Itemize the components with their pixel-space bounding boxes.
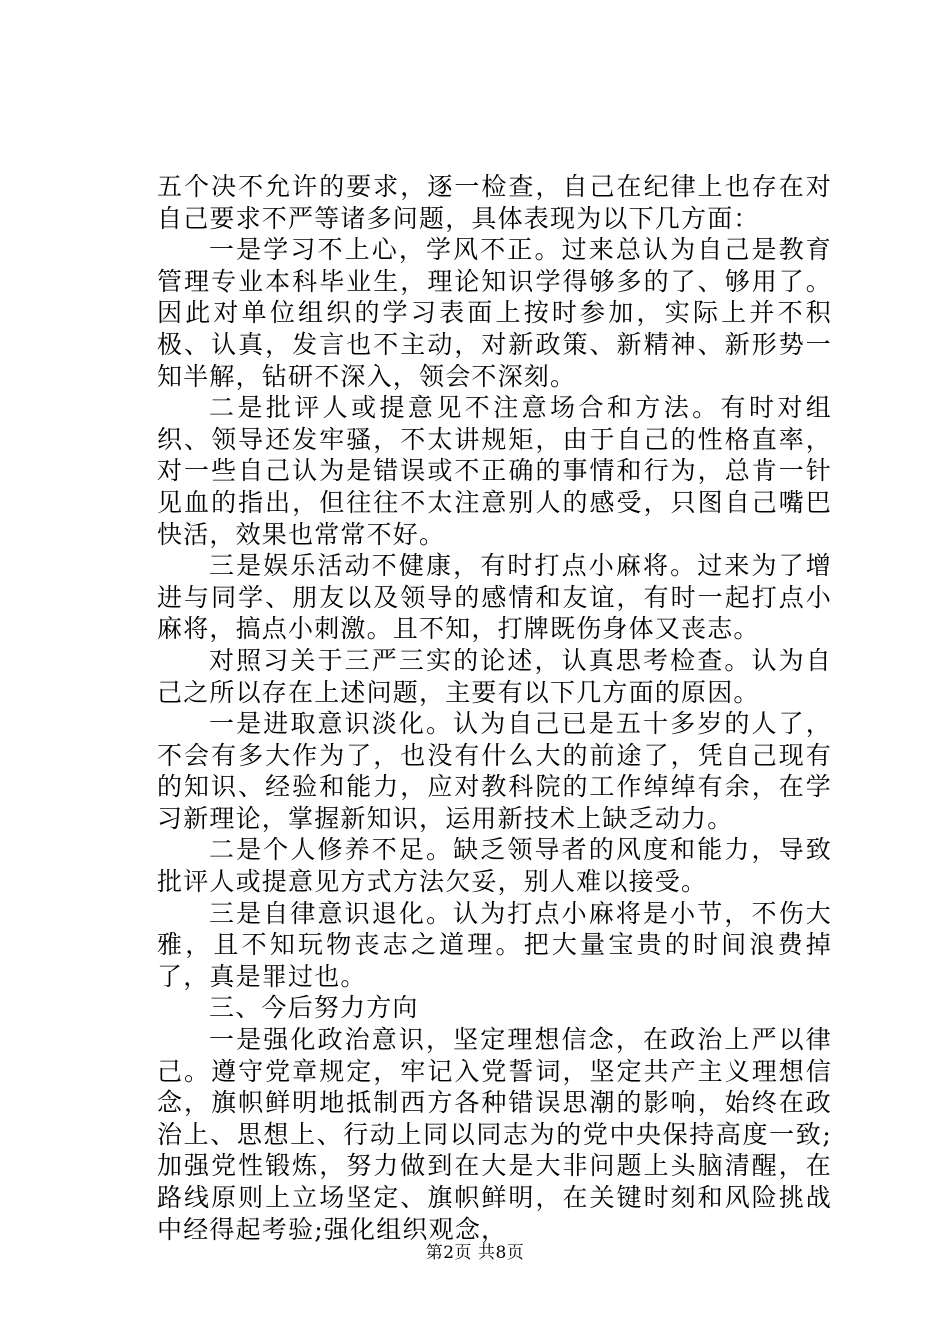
- section-heading: 三、今后努力方向: [209, 993, 419, 1023]
- paragraph: 二是个人修养不足。缺乏领导者的风度和能力，导致批评人或提意见方式方法欠妥，别人难以接受。: [157, 835, 832, 897]
- paragraph: 一是强化政治意识，坚定理想信念，在政治上严以律己。遵守党章规定，牢记入党誓词，坚定共产主义理想信念，旗帜鲜明地抵制西方各种错误思潮的影响，始终在政治上、思想上、行动上同以同志为的党中央保持高度一致;加强党性锻炼，努力做到在大是大非问题上头脑清醒，在路线原则上立场坚定、旗帜鲜明，在关键时刻和风险挑战中经得起考验;强化组织观念，: [157, 1025, 832, 1244]
- document-body: [157, 171, 832, 1245]
- paragraph: 一是学习不上心，学风不正。过来总认为自己是教育管理专业本科毕业生，理论知识学得够多的了、够用了。因此对单位组织的学习表面上按时参加，实际上并不积极、认真，发言也不主动，对新政策、新精神、新形势一知半解，钻研不深入，领会不深刻。: [157, 235, 832, 391]
- page-number-footer: 第2页 共8页: [425, 1243, 525, 1263]
- paragraph: 三是自律意识退化。认为打点小麻将是小节，不伤大雅，且不知玩物丧志之道理。把大量宝贵的时间浪费掉了，真是罪过也。: [157, 898, 832, 991]
- paragraph: 二是批评人或提意见不注意场合和方法。有时对组织、领导还发牢骚，不太讲规矩，由于自己的性格直率，对一些自己认为是错误或不正确的事情和行为，总肯一针见血的指出，但往往不太注意别人的感受，只图自己嘴巴快活，效果也常常不好。: [157, 393, 832, 549]
- paragraph: 对照习关于三严三实的论述，认真思考检查。认为自己之所以存在上述问题，主要有以下几方面的原因。: [157, 645, 832, 707]
- paragraph: 三是娱乐活动不健康，有时打点小麻将。过来为了增进与同学、朋友以及领导的感情和友谊，有时一起打点小麻将，搞点小刺激。且不知，打牌既伤身体又丧志。: [157, 551, 832, 644]
- paragraph: 一是进取意识淡化。认为自己已是五十多岁的人了，不会有多大作为了，也没有什么大的前途了，凭自己现有的知识、经验和能力，应对教科院的工作绰绰有余，在学习新理论，掌握新知识，运用新技术上缺乏动力。: [157, 709, 832, 833]
- paragraph: 五个决不允许的要求，逐一检查，自己在纪律上也存在对自己要求不严等诸多问题，具体表现为以下几方面：: [157, 172, 832, 233]
